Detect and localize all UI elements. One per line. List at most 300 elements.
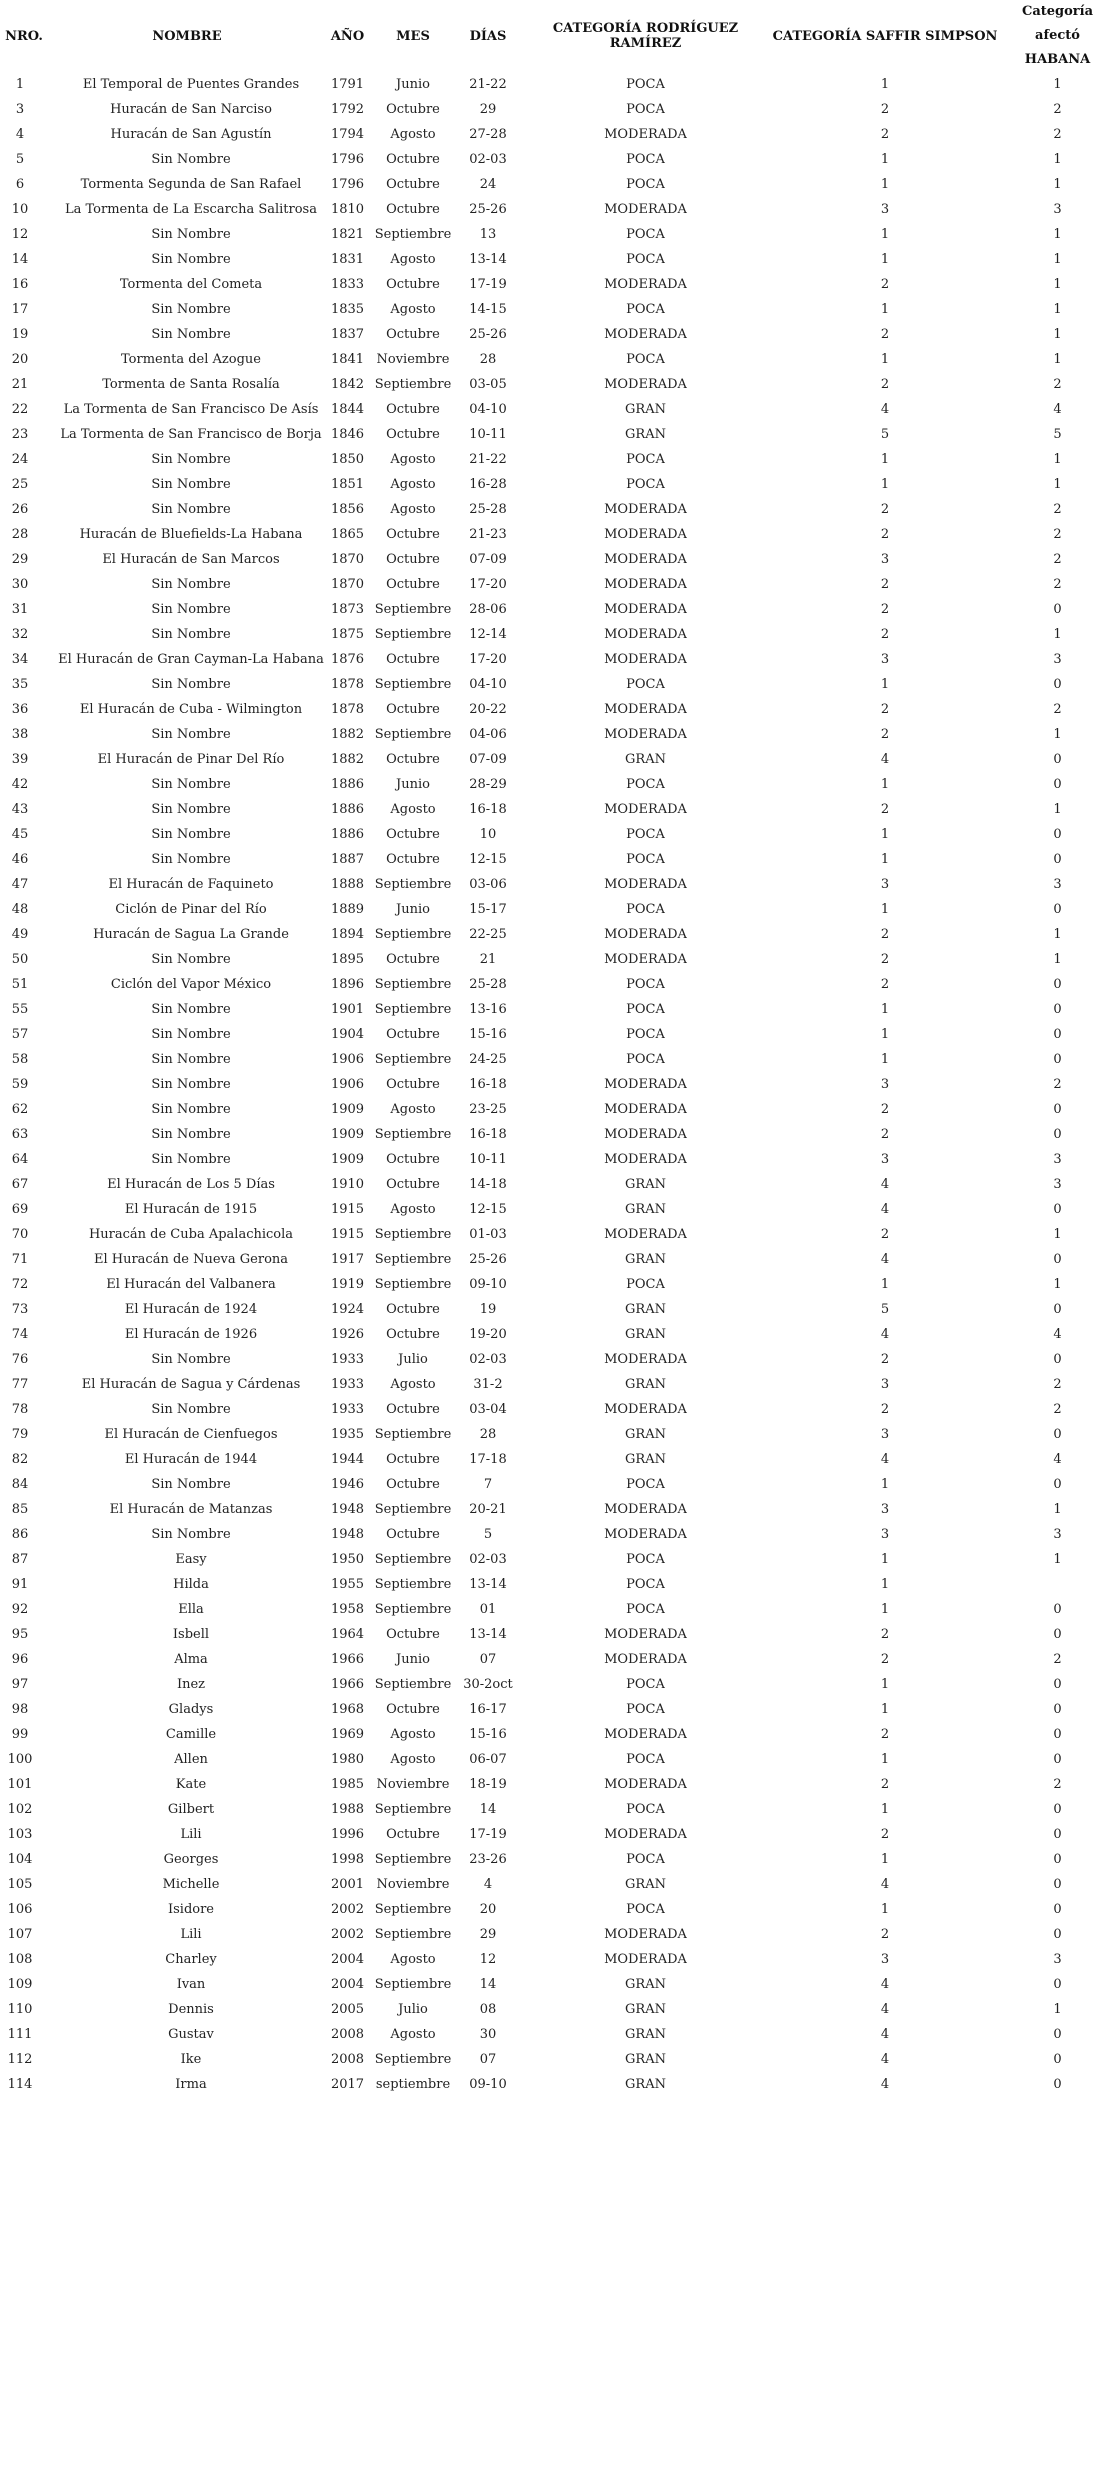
table-row xyxy=(0,1122,1117,1147)
cell-rodriguez: GRAN xyxy=(625,1877,666,1892)
cell-habana: 3 xyxy=(1053,1952,1062,1967)
table-row xyxy=(0,122,1117,147)
cell-saffir: 1 xyxy=(880,777,890,792)
table-row xyxy=(0,1197,1117,1222)
cell-rodriguez: GRAN xyxy=(625,1452,666,1467)
cell-saffir: 2 xyxy=(880,727,890,742)
cell-ano: 1796 xyxy=(330,177,365,192)
cell-habana: 0 xyxy=(1053,1002,1062,1017)
cell-mes: Octubre xyxy=(386,577,440,592)
cell-saffir: 1 xyxy=(880,1577,890,1592)
cell-ano: 1980 xyxy=(330,1752,365,1767)
cell-mes: Septiembre xyxy=(374,1852,452,1867)
cell-dias: 19 xyxy=(479,1302,497,1317)
cell-ano: 1964 xyxy=(330,1627,365,1642)
cell-nombre: Sin Nombre xyxy=(151,1152,231,1167)
cell-mes: Septiembre xyxy=(374,1277,452,1292)
cell-dias: 01-03 xyxy=(469,1227,507,1242)
cell-habana: 1 xyxy=(1053,1227,1062,1242)
cell-mes: Septiembre xyxy=(374,1052,452,1067)
cell-dias: 13 xyxy=(479,227,497,242)
cell-nro: 69 xyxy=(11,1202,29,1217)
cell-mes: Agosto xyxy=(390,1377,436,1392)
cell-mes: Agosto xyxy=(390,1102,436,1117)
cell-ano: 2002 xyxy=(330,1902,365,1917)
cell-saffir: 3 xyxy=(880,652,890,667)
cell-dias: 07-09 xyxy=(469,552,507,567)
cell-saffir: 1 xyxy=(880,827,890,842)
cell-habana: 0 xyxy=(1053,1027,1062,1042)
cell-dias: 27-28 xyxy=(469,127,507,142)
cell-rodriguez: POCA xyxy=(626,902,665,917)
cell-nro: 104 xyxy=(7,1852,33,1867)
cell-nombre: Irma xyxy=(175,2077,207,2092)
cell-ano: 1958 xyxy=(330,1602,365,1617)
cell-rodriguez: GRAN xyxy=(625,2027,666,2042)
cell-nombre: Gustav xyxy=(168,2027,214,2042)
cell-habana: 1 xyxy=(1053,927,1062,942)
cell-dias: 18-19 xyxy=(469,1777,507,1792)
cell-habana: 1 xyxy=(1053,227,1062,242)
cell-rodriguez: POCA xyxy=(626,1602,665,1617)
cell-nombre: El Huracán de Pinar Del Río xyxy=(97,752,285,767)
cell-ano: 1906 xyxy=(330,1077,365,1092)
cell-nombre: El Temporal de Puentes Grandes xyxy=(82,77,300,92)
cell-nro: 102 xyxy=(7,1802,33,1817)
table-row xyxy=(0,447,1117,472)
header-nombre: NOMBRE xyxy=(152,28,222,44)
cell-saffir: 1 xyxy=(880,1752,890,1767)
cell-ano: 1909 xyxy=(330,1127,365,1142)
cell-rodriguez: GRAN xyxy=(625,2077,666,2092)
cell-nombre: Sin Nombre xyxy=(151,627,231,642)
cell-rodriguez: POCA xyxy=(626,152,665,167)
table-row xyxy=(0,1547,1117,1572)
cell-dias: 28-06 xyxy=(469,602,507,617)
cell-nombre: Charley xyxy=(165,1952,217,1967)
cell-rodriguez: GRAN xyxy=(625,1302,666,1317)
cell-ano: 1821 xyxy=(330,227,365,242)
cell-nombre: Alma xyxy=(174,1652,208,1667)
cell-rodriguez: GRAN xyxy=(625,1177,666,1192)
cell-mes: Septiembre xyxy=(374,1552,452,1567)
cell-rodriguez: MODERADA xyxy=(604,1352,687,1367)
cell-rodriguez: POCA xyxy=(626,852,665,867)
cell-nombre: Huracán de Sagua La Grande xyxy=(93,927,289,942)
cell-rodriguez: MODERADA xyxy=(604,627,687,642)
cell-mes: Septiembre xyxy=(374,1677,452,1692)
cell-dias: 25-28 xyxy=(469,502,507,517)
cell-dias: 02-03 xyxy=(469,1352,507,1367)
cell-habana: 4 xyxy=(1053,1327,1062,1342)
cell-mes: Octubre xyxy=(386,1177,440,1192)
cell-nro: 51 xyxy=(11,977,29,992)
cell-dias: 12-14 xyxy=(469,627,507,642)
cell-saffir: 2 xyxy=(880,1102,890,1117)
header-nro: NRO. xyxy=(5,28,43,44)
cell-habana: 2 xyxy=(1053,1402,1062,1417)
cell-rodriguez: GRAN xyxy=(625,1427,666,1442)
cell-mes: Septiembre xyxy=(374,1427,452,1442)
table-row xyxy=(0,347,1117,372)
cell-nro: 112 xyxy=(7,2052,33,2067)
cell-nombre: Dennis xyxy=(168,2002,214,2017)
cell-habana: 1 xyxy=(1053,627,1062,642)
table-row xyxy=(0,1297,1117,1322)
cell-saffir: 2 xyxy=(880,277,890,292)
cell-habana: 1 xyxy=(1053,252,1062,267)
cell-ano: 1906 xyxy=(330,1052,365,1067)
cell-nombre: Sin Nombre xyxy=(151,852,231,867)
cell-habana: 0 xyxy=(1053,1302,1062,1317)
cell-rodriguez: MODERADA xyxy=(604,327,687,342)
cell-mes: Septiembre xyxy=(374,1127,452,1142)
cell-saffir: 5 xyxy=(880,427,890,442)
table-row xyxy=(0,747,1117,772)
cell-saffir: 3 xyxy=(880,1502,890,1517)
cell-nro: 39 xyxy=(11,752,29,767)
header-habana-line1: Categoría afectó xyxy=(1021,4,1094,43)
cell-habana: 1 xyxy=(1053,77,1062,92)
cell-nro: 86 xyxy=(11,1527,29,1542)
table-row xyxy=(0,1747,1117,1772)
cell-nombre: Lili xyxy=(180,1927,202,1942)
cell-dias: 17-20 xyxy=(469,577,507,592)
cell-ano: 1915 xyxy=(330,1227,365,1242)
cell-nro: 36 xyxy=(11,702,29,717)
cell-habana: 1 xyxy=(1053,452,1062,467)
cell-ano: 1878 xyxy=(330,677,365,692)
table-row xyxy=(0,572,1117,597)
cell-ano: 2001 xyxy=(330,1877,365,1892)
cell-nombre: Sin Nombre xyxy=(151,477,231,492)
cell-nro: 72 xyxy=(11,1277,29,1292)
table-row xyxy=(0,1847,1117,1872)
table-row xyxy=(0,1447,1117,1472)
cell-saffir: 3 xyxy=(880,1077,890,1092)
cell-rodriguez: MODERADA xyxy=(604,527,687,542)
cell-mes: Octubre xyxy=(386,852,440,867)
cell-mes: Noviembre xyxy=(376,352,450,367)
cell-habana: 1 xyxy=(1053,327,1062,342)
cell-saffir: 2 xyxy=(880,1227,890,1242)
cell-habana: 3 xyxy=(1053,877,1062,892)
cell-nro: 59 xyxy=(11,1077,29,1092)
cell-ano: 1944 xyxy=(330,1452,365,1467)
table-row xyxy=(0,1222,1117,1247)
cell-dias: 30 xyxy=(479,2027,497,2042)
cell-habana: 0 xyxy=(1053,777,1062,792)
cell-rodriguez: POCA xyxy=(626,1802,665,1817)
cell-habana: 3 xyxy=(1053,1177,1062,1192)
header-habana xyxy=(998,0,1117,72)
table-row xyxy=(0,597,1117,622)
cell-habana: 0 xyxy=(1053,677,1062,692)
cell-habana: 0 xyxy=(1053,752,1062,767)
cell-mes: Septiembre xyxy=(374,1002,452,1017)
cell-dias: 21-22 xyxy=(469,77,507,92)
cell-ano: 1810 xyxy=(330,202,365,217)
cell-ano: 1969 xyxy=(330,1727,365,1742)
cell-nombre: Sin Nombre xyxy=(151,777,231,792)
table-row xyxy=(0,1772,1117,1797)
cell-nro: 87 xyxy=(11,1552,29,1567)
cell-saffir: 1 xyxy=(880,1677,890,1692)
cell-ano: 1887 xyxy=(330,852,365,867)
cell-dias: 10-11 xyxy=(469,1152,507,1167)
cell-habana: 1 xyxy=(1053,952,1062,967)
cell-ano: 1998 xyxy=(330,1852,365,1867)
cell-rodriguez: MODERADA xyxy=(604,877,687,892)
table-row xyxy=(0,972,1117,997)
table-row xyxy=(0,1522,1117,1547)
cell-nombre: El Huracán de Cuba - Wilmington xyxy=(79,702,303,717)
cell-saffir: 2 xyxy=(880,1127,890,1142)
cell-nro: 105 xyxy=(7,1877,33,1892)
cell-nro: 77 xyxy=(11,1377,29,1392)
cell-saffir: 2 xyxy=(880,577,890,592)
cell-habana: 0 xyxy=(1053,1202,1062,1217)
table-row xyxy=(0,872,1117,897)
cell-ano: 2017 xyxy=(330,2077,365,2092)
table-row xyxy=(0,672,1117,697)
cell-mes: Septiembre xyxy=(374,602,452,617)
cell-habana: 1 xyxy=(1053,1277,1062,1292)
cell-saffir: 4 xyxy=(880,1977,890,1992)
cell-mes: Octubre xyxy=(386,1302,440,1317)
cell-dias: 03-06 xyxy=(469,877,507,892)
cell-nombre: Sin Nombre xyxy=(151,802,231,817)
cell-mes: Octubre xyxy=(386,1477,440,1492)
cell-dias: 13-16 xyxy=(469,1002,507,1017)
cell-nro: 70 xyxy=(11,1227,29,1242)
cell-ano: 1870 xyxy=(330,552,365,567)
cell-dias: 10 xyxy=(479,827,497,842)
cell-rodriguez: MODERADA xyxy=(604,577,687,592)
cell-ano: 1850 xyxy=(330,452,365,467)
cell-saffir: 4 xyxy=(880,1452,890,1467)
cell-rodriguez: MODERADA xyxy=(604,602,687,617)
cell-dias: 07-09 xyxy=(469,752,507,767)
cell-ano: 1926 xyxy=(330,1327,365,1342)
cell-nombre: Huracán de Bluefields-La Habana xyxy=(79,527,303,542)
cell-habana: 0 xyxy=(1053,1427,1062,1442)
cell-ano: 1873 xyxy=(330,602,365,617)
cell-saffir: 3 xyxy=(880,202,890,217)
cell-nombre: Sin Nombre xyxy=(151,452,231,467)
cell-saffir: 4 xyxy=(880,1252,890,1267)
cell-nombre: Easy xyxy=(175,1552,207,1567)
table-body xyxy=(0,72,1117,2097)
cell-dias: 14 xyxy=(479,1802,497,1817)
cell-nro: 64 xyxy=(11,1152,29,1167)
cell-saffir: 5 xyxy=(880,1302,890,1317)
cell-nombre: Ciclón del Vapor México xyxy=(110,977,272,992)
cell-nombre: Lili xyxy=(180,1827,202,1842)
cell-dias: 17-18 xyxy=(469,1452,507,1467)
cell-saffir: 1 xyxy=(880,1802,890,1817)
cell-rodriguez: MODERADA xyxy=(604,202,687,217)
cell-rodriguez: POCA xyxy=(626,1702,665,1717)
cell-ano: 1955 xyxy=(330,1577,365,1592)
cell-rodriguez: POCA xyxy=(626,1027,665,1042)
cell-mes: Septiembre xyxy=(374,1577,452,1592)
cell-saffir: 3 xyxy=(880,1427,890,1442)
cell-ano: 1865 xyxy=(330,527,365,542)
header-habana-line2: HABANA xyxy=(1024,52,1091,67)
cell-mes: Octubre xyxy=(386,702,440,717)
cell-dias: 10-11 xyxy=(469,427,507,442)
cell-dias: 04-06 xyxy=(469,727,507,742)
cell-nombre: Sin Nombre xyxy=(151,327,231,342)
cell-saffir: 2 xyxy=(880,377,890,392)
cell-nro: 98 xyxy=(11,1702,29,1717)
cell-habana: 1 xyxy=(1053,152,1062,167)
cell-rodriguez: POCA xyxy=(626,1002,665,1017)
cell-nro: 85 xyxy=(11,1502,29,1517)
table-row xyxy=(0,1572,1117,1597)
cell-habana: 2 xyxy=(1053,127,1062,142)
cell-mes: Agosto xyxy=(390,477,436,492)
cell-mes: Octubre xyxy=(386,1627,440,1642)
cell-rodriguez: GRAN xyxy=(625,1327,666,1342)
cell-rodriguez: GRAN xyxy=(625,1377,666,1392)
table-row xyxy=(0,497,1117,522)
cell-ano: 1968 xyxy=(330,1702,365,1717)
table-row xyxy=(0,297,1117,322)
cell-dias: 21-23 xyxy=(469,527,507,542)
cell-nro: 99 xyxy=(11,1727,29,1742)
cell-habana: 2 xyxy=(1053,1377,1062,1392)
cell-nro: 42 xyxy=(11,777,29,792)
cell-habana: 0 xyxy=(1053,1127,1062,1142)
cell-dias: 17-20 xyxy=(469,652,507,667)
cell-rodriguez: GRAN xyxy=(625,1202,666,1217)
cell-saffir: 4 xyxy=(880,1177,890,1192)
cell-habana: 0 xyxy=(1053,1677,1062,1692)
cell-nro: 107 xyxy=(7,1927,33,1942)
table-row xyxy=(0,472,1117,497)
cell-nro: 22 xyxy=(11,402,29,417)
cell-dias: 16-17 xyxy=(469,1702,507,1717)
cell-ano: 1831 xyxy=(330,252,365,267)
table-row xyxy=(0,272,1117,297)
cell-rodriguez: POCA xyxy=(626,677,665,692)
cell-mes: Octubre xyxy=(386,102,440,117)
cell-nro: 92 xyxy=(11,1602,29,1617)
cell-ano: 2004 xyxy=(330,1952,365,1967)
cell-habana: 0 xyxy=(1053,1852,1062,1867)
cell-rodriguez: POCA xyxy=(626,302,665,317)
cell-mes: Septiembre xyxy=(374,877,452,892)
cell-nombre: Sin Nombre xyxy=(151,252,231,267)
cell-nro: 6 xyxy=(15,177,25,192)
cell-rodriguez: POCA xyxy=(626,77,665,92)
cell-saffir: 2 xyxy=(880,952,890,967)
cell-saffir: 3 xyxy=(880,1527,890,1542)
cell-habana: 2 xyxy=(1053,1077,1062,1092)
cell-nro: 76 xyxy=(11,1352,29,1367)
cell-saffir: 1 xyxy=(880,1702,890,1717)
cell-nombre: Camille xyxy=(165,1727,217,1742)
cell-rodriguez: POCA xyxy=(626,1577,665,1592)
cell-rodriguez: MODERADA xyxy=(604,952,687,967)
cell-rodriguez: MODERADA xyxy=(604,1102,687,1117)
cell-saffir: 2 xyxy=(880,927,890,942)
cell-dias: 15-16 xyxy=(469,1727,507,1742)
cell-ano: 1948 xyxy=(330,1527,365,1542)
cell-dias: 4 xyxy=(483,1877,493,1892)
cell-nro: 31 xyxy=(11,602,29,617)
cell-dias: 7 xyxy=(483,1477,493,1492)
cell-mes: Septiembre xyxy=(374,977,452,992)
table-row xyxy=(0,1072,1117,1097)
cell-saffir: 2 xyxy=(880,1827,890,1842)
cell-saffir: 2 xyxy=(880,527,890,542)
cell-nro: 3 xyxy=(15,102,25,117)
cell-nombre: La Tormenta de San Francisco De Asís xyxy=(63,402,319,417)
cell-rodriguez: MODERADA xyxy=(604,1827,687,1842)
cell-rodriguez: GRAN xyxy=(625,1977,666,1992)
cell-saffir: 2 xyxy=(880,1627,890,1642)
cell-habana: 2 xyxy=(1053,502,1062,517)
cell-habana: 3 xyxy=(1053,202,1062,217)
table-row xyxy=(0,822,1117,847)
table-row xyxy=(0,772,1117,797)
cell-mes: Septiembre xyxy=(374,927,452,942)
table-row xyxy=(0,1322,1117,1347)
cell-mes: Agosto xyxy=(390,1952,436,1967)
cell-saffir: 4 xyxy=(880,1877,890,1892)
cell-habana: 0 xyxy=(1053,1977,1062,1992)
cell-habana: 0 xyxy=(1053,852,1062,867)
cell-habana: 0 xyxy=(1053,602,1062,617)
cell-habana: 3 xyxy=(1053,652,1062,667)
cell-rodriguez: MODERADA xyxy=(604,502,687,517)
cell-ano: 1888 xyxy=(330,877,365,892)
table-row xyxy=(0,997,1117,1022)
cell-saffir: 1 xyxy=(880,1852,890,1867)
cell-ano: 1796 xyxy=(330,152,365,167)
cell-mes: Julio xyxy=(398,1352,428,1367)
cell-saffir: 1 xyxy=(880,1552,890,1567)
cell-dias: 08 xyxy=(479,2002,497,2017)
cell-rodriguez: MODERADA xyxy=(604,277,687,292)
table-row xyxy=(0,897,1117,922)
cell-saffir: 1 xyxy=(880,152,890,167)
cell-rodriguez: MODERADA xyxy=(604,1502,687,1517)
cell-dias: 09-10 xyxy=(469,2077,507,2092)
cell-nro: 35 xyxy=(11,677,29,692)
cell-ano: 1933 xyxy=(330,1377,365,1392)
cell-nombre: Sin Nombre xyxy=(151,1077,231,1092)
cell-ano: 1985 xyxy=(330,1777,365,1792)
cell-dias: 29 xyxy=(479,1927,497,1942)
table-row xyxy=(0,847,1117,872)
cell-nombre: Tormenta Segunda de San Rafael xyxy=(80,177,302,192)
table-row xyxy=(0,1397,1117,1422)
cell-dias: 29 xyxy=(479,102,497,117)
cell-nro: 91 xyxy=(11,1577,29,1592)
cell-mes: Octubre xyxy=(386,427,440,442)
cell-nombre: Sin Nombre xyxy=(151,602,231,617)
cell-habana: 0 xyxy=(1053,1827,1062,1842)
cell-rodriguez: MODERADA xyxy=(604,1152,687,1167)
cell-ano: 1876 xyxy=(330,652,365,667)
cell-nombre: Michelle xyxy=(162,1877,220,1892)
cell-mes: Agosto xyxy=(390,502,436,517)
cell-ano: 1948 xyxy=(330,1502,365,1517)
